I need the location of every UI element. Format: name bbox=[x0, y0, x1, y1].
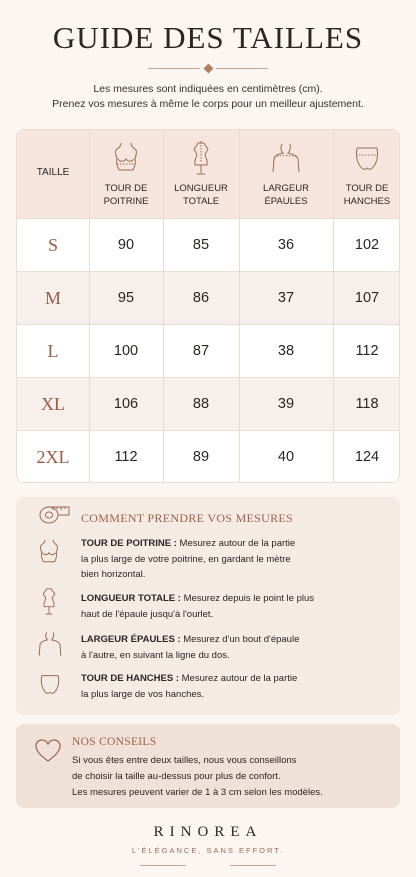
measure-item-shoulders-l2: à l'autre, en suivant la ligne du dos. bbox=[81, 649, 230, 661]
chest-cell: 106 bbox=[113, 396, 139, 412]
brand-tagline: L'ÉLÉGANCE, SANS EFFORT. bbox=[131, 846, 285, 855]
tips-panel bbox=[16, 724, 400, 808]
shoulders-cell: 38 bbox=[277, 343, 295, 359]
size-cell: M bbox=[44, 288, 61, 308]
column-header-hips bbox=[333, 130, 400, 218]
hips-icon bbox=[36, 669, 64, 699]
column-header-shoulders bbox=[239, 130, 333, 218]
size-cell: XL bbox=[41, 394, 65, 414]
brand-name: RINOREA bbox=[153, 824, 263, 840]
column-header-shoulders-l1: LARGEUR bbox=[263, 183, 309, 194]
page-title: GUIDE DES TAILLES bbox=[52, 20, 364, 55]
intro-line-2: Prenez vos mesures à même le corps pour un meilleur ajustement. bbox=[52, 98, 364, 110]
tips-title: NOS CONSEILS bbox=[72, 736, 157, 748]
measure-item-length bbox=[81, 591, 381, 622]
tips-line-2: de choisir la taille au-dessus pour plus de confort. bbox=[72, 771, 281, 782]
length-cell: 87 bbox=[192, 343, 210, 359]
hips-cell: 107 bbox=[354, 290, 380, 306]
chest-cell: 95 bbox=[117, 290, 135, 306]
column-header-length-l2: TOTALE bbox=[182, 196, 220, 207]
chest-cell: 90 bbox=[117, 237, 135, 253]
how-to-measure-panel bbox=[16, 497, 400, 715]
hips-icon bbox=[351, 140, 383, 176]
how-to-measure-title: COMMENT PRENDRE VOS MESURES bbox=[81, 511, 294, 525]
shoulders-cell: 37 bbox=[277, 290, 295, 306]
bust-icon bbox=[36, 537, 62, 567]
length-cell: 88 bbox=[192, 396, 210, 412]
hips-cell: 102 bbox=[354, 237, 380, 253]
measure-item-chest-l3: bien horizontal. bbox=[81, 569, 146, 580]
size-table bbox=[16, 129, 400, 483]
column-header-length bbox=[163, 130, 239, 218]
table-row bbox=[17, 218, 400, 271]
hips-cell: 112 bbox=[355, 343, 379, 359]
column-header-length-l1: LONGUEUR bbox=[174, 183, 228, 194]
tips-text bbox=[72, 753, 392, 801]
bust-icon bbox=[110, 140, 142, 176]
table-row bbox=[17, 377, 400, 430]
length-cell: 86 bbox=[192, 290, 210, 306]
title-divider bbox=[148, 64, 268, 74]
length-cell: 85 bbox=[192, 237, 210, 253]
shoulders-icon bbox=[270, 140, 302, 176]
footer-divider bbox=[140, 865, 186, 866]
chest-cell: 100 bbox=[113, 343, 139, 359]
size-cell: 2XL bbox=[36, 447, 70, 467]
column-divider bbox=[333, 130, 334, 483]
measure-item-hips-label: TOUR DE HANCHES : bbox=[81, 673, 179, 684]
size-cell: L bbox=[47, 341, 59, 361]
measure-item-hips bbox=[81, 671, 381, 702]
column-divider bbox=[163, 130, 164, 483]
size-column-header: TAILLE bbox=[36, 167, 70, 178]
measuring-tape-icon bbox=[38, 504, 72, 526]
intro-line-1: Les mesures sont indiquées en centimètres (cm). bbox=[93, 83, 323, 95]
table-row bbox=[17, 324, 400, 377]
shoulders-cell: 36 bbox=[277, 237, 295, 253]
measure-item-shoulders-l1: Mesurez d'un bout d'épaule bbox=[183, 634, 300, 645]
tips-line-1: Si vous êtes entre deux tailles, nous vous conseillons bbox=[72, 755, 297, 766]
column-divider bbox=[239, 130, 240, 483]
column-divider bbox=[89, 130, 90, 483]
measure-item-chest-l2: la plus large de votre poitrine, en gardant le mètre bbox=[81, 553, 291, 565]
measure-item-chest-label: TOUR DE POITRINE : bbox=[81, 538, 177, 549]
column-header-shoulders-l2: ÉPAULES bbox=[264, 196, 308, 207]
heart-icon bbox=[34, 738, 62, 764]
hips-cell: 118 bbox=[355, 396, 379, 412]
measure-item-length-label: LONGUEUR TOTALE : bbox=[81, 593, 181, 604]
table-row bbox=[17, 430, 400, 483]
chest-cell: 112 bbox=[114, 449, 138, 465]
shoulders-icon bbox=[36, 629, 64, 659]
measure-item-chest bbox=[81, 536, 381, 583]
column-header-hips-l1: TOUR DE bbox=[345, 183, 389, 194]
measure-item-shoulders-label: LARGEUR ÉPAULES : bbox=[81, 634, 181, 645]
table-header bbox=[17, 130, 400, 218]
column-header-chest-l2: POITRINE bbox=[103, 196, 149, 207]
shoulders-cell: 39 bbox=[277, 396, 295, 412]
column-header-chest-l1: TOUR DE bbox=[104, 183, 148, 194]
dress-form-icon bbox=[185, 140, 217, 176]
measure-item-shoulders bbox=[81, 632, 381, 663]
measure-item-length-l1: Mesurez depuis le point le plus bbox=[183, 593, 314, 604]
hips-cell: 124 bbox=[354, 449, 380, 465]
length-cell: 89 bbox=[192, 449, 210, 465]
table-row bbox=[17, 271, 400, 324]
measure-item-length-l2: haut de l'épaule jusqu'à l'ourlet. bbox=[81, 608, 214, 620]
measure-item-hips-l2: la plus large de vos hanches. bbox=[81, 688, 205, 700]
column-header-chest bbox=[89, 130, 163, 218]
shoulders-cell: 40 bbox=[277, 449, 295, 465]
footer-divider bbox=[230, 865, 276, 866]
measure-item-chest-l1: Mesurez autour de la partie bbox=[179, 538, 296, 549]
tips-line-3: Les mesures peuvent varier de 1 à 3 cm selon les modèles. bbox=[72, 787, 323, 798]
column-header-hips-l2: HANCHES bbox=[343, 196, 391, 207]
measure-item-hips-l1: Mesurez autour de la partie bbox=[181, 673, 298, 684]
dress-form-icon bbox=[36, 585, 62, 617]
size-cell: S bbox=[47, 235, 58, 255]
